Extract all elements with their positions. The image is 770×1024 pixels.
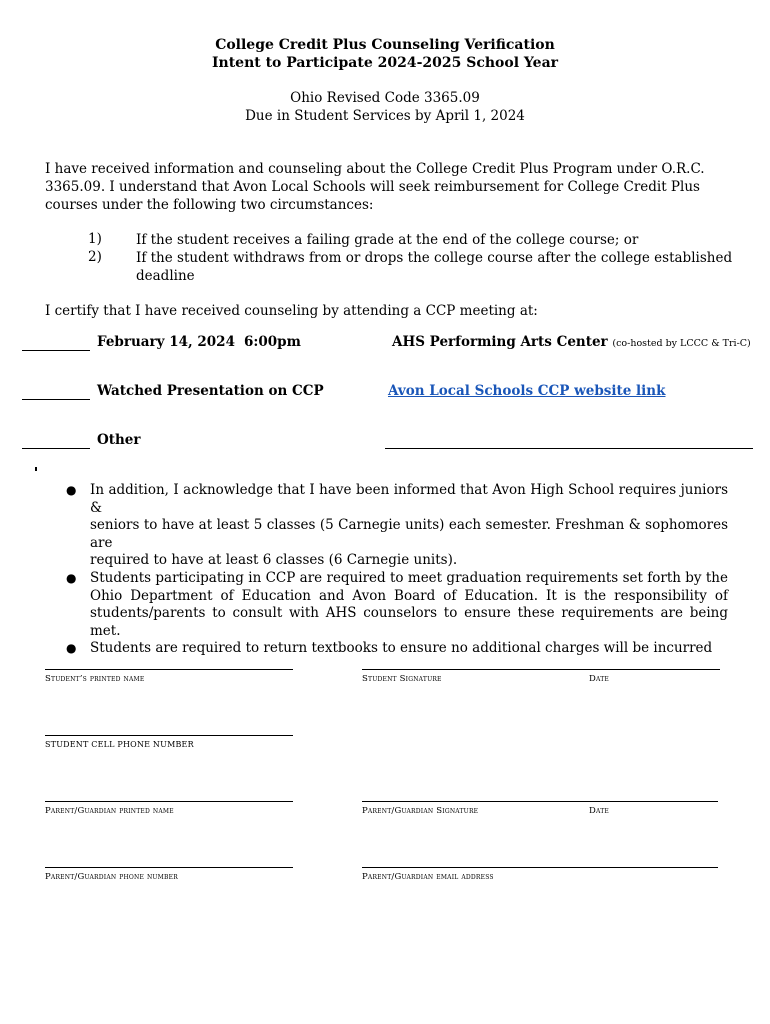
bullet-icon: ● — [66, 483, 77, 497]
student-phone-line[interactable] — [45, 735, 293, 736]
list-item — [66, 482, 728, 570]
parent-email-line[interactable] — [362, 867, 718, 868]
parent-phone-label: Parent/Guardian phone number — [45, 872, 178, 882]
student-date-label: Date — [589, 674, 610, 684]
form-subtitle: Intent to Participate 2024-2025 School Year — [211, 55, 559, 71]
bullet-line: Students participating in CCP are required to meet graduation requirements set forth by the — [90, 569, 728, 586]
list-number: 1) — [88, 231, 102, 247]
circumstance-line: deadline — [136, 268, 195, 284]
parent-phone-line[interactable] — [45, 867, 293, 868]
student-name-line[interactable] — [45, 669, 293, 670]
stray-mark — [35, 467, 37, 471]
other-specify-line[interactable] — [385, 448, 753, 449]
meeting-cohost-note: (co-hosted by LCCC & Tri-C) — [612, 338, 751, 349]
intro-paragraph — [45, 160, 705, 214]
certify-statement: I certify that I have received counseling by attending a CCP meeting at: — [45, 303, 538, 319]
parent-name-line[interactable] — [45, 801, 293, 802]
student-phone-label: STUDENT CELL PHONE NUMBER — [45, 740, 194, 749]
intro-line: courses under the following two circumstances: — [45, 197, 374, 213]
revised-code: Ohio Revised Code 3365.09 — [290, 90, 480, 106]
ccp-website-link[interactable]: Avon Local Schools CCP website link — [388, 383, 666, 399]
list-number: 2) — [88, 249, 102, 265]
circumstance-item — [136, 249, 736, 285]
meeting-time: 6:00pm — [244, 334, 301, 350]
circumstance-line: If the student withdraws from or drops the college course after the college established — [136, 250, 733, 266]
meeting-location — [392, 334, 751, 350]
meeting-date: February 14, 2024 — [97, 334, 235, 350]
bullet-icon: ● — [66, 641, 77, 656]
form-title: College Credit Plus Counseling Verification — [215, 37, 555, 53]
acknowledgement-list — [66, 482, 728, 658]
intro-line: 3365.09. I understand that Avon Local Schools will seek reimbursement for College Credit Plus — [45, 179, 700, 195]
bullet-line: Students are required to return textbooks to ensure no additional charges will be incurred — [90, 640, 713, 657]
bullet-line: seniors to have at least 5 classes (5 Carnegie units) each semester. Freshman & sophomores are — [90, 517, 728, 551]
parent-signature-line[interactable] — [362, 801, 718, 802]
other-label: Other — [97, 432, 141, 448]
list-item — [66, 570, 728, 640]
presentation-check-blank[interactable] — [22, 399, 90, 400]
parent-email-label: Parent/Guardian email address — [362, 872, 494, 882]
bullet-line: In addition, I acknowledge that I have been informed that Avon High School requires juniors & — [90, 482, 728, 516]
bullet-line: Ohio Department of Education and Avon Board of Education. It is the responsibility of — [90, 587, 728, 604]
circumstance-item: If the student receives a failing grade at the end of the college course; or — [136, 232, 639, 248]
meeting-place: AHS Performing Arts Center — [392, 334, 608, 350]
bullet-line: students/parents to consult with AHS counselors to ensure these requirements are being met. — [90, 605, 728, 639]
parent-date-label: Date — [589, 806, 610, 816]
list-item — [66, 640, 728, 658]
student-signature-label: Student Signature — [362, 674, 442, 684]
student-name-label: Student’s printed name — [45, 674, 145, 684]
due-date: Due in Student Services by April 1, 2024 — [245, 108, 525, 124]
bullet-line: required to have at least 6 classes (6 Carnegie units). — [90, 552, 458, 569]
bullet-icon: ● — [66, 570, 77, 585]
student-signature-line[interactable] — [362, 669, 720, 670]
presentation-label: Watched Presentation on CCP — [97, 383, 324, 399]
parent-signature-label: Parent/Guardian Signature — [362, 806, 479, 816]
meeting-check-blank[interactable] — [22, 350, 90, 351]
intro-line: I have received information and counseling about the College Credit Plus Program under O.R.C. — [45, 161, 705, 177]
parent-name-label: Parent/Guardian printed name — [45, 806, 174, 816]
other-check-blank[interactable] — [22, 448, 90, 449]
